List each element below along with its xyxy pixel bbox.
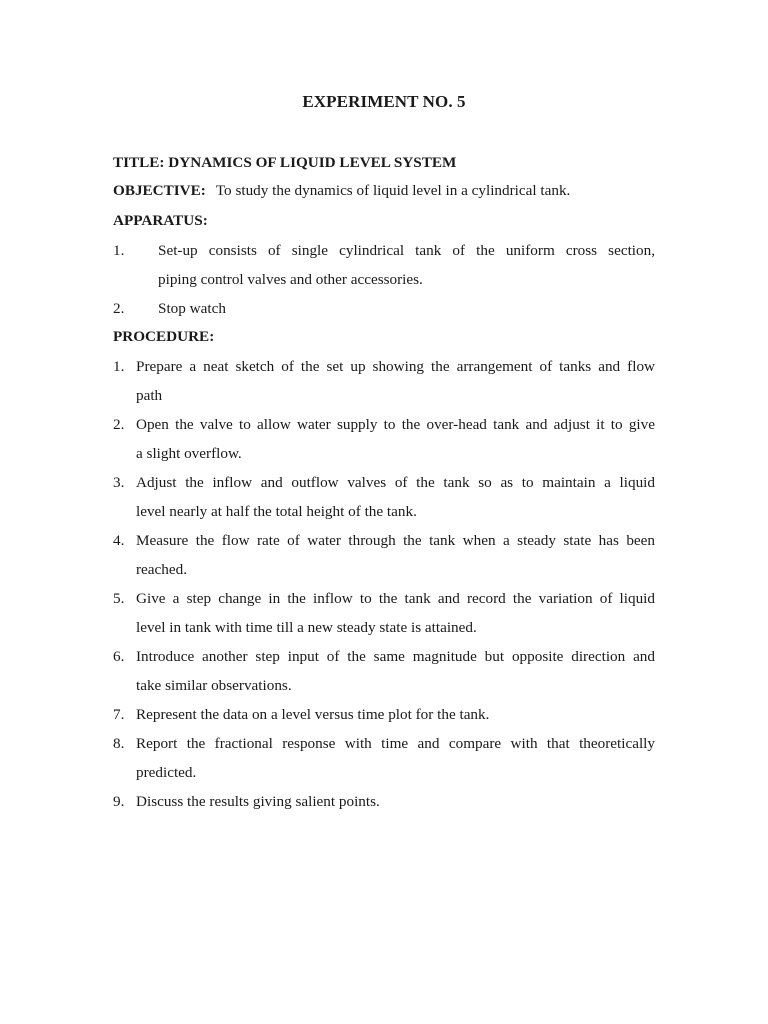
apparatus-item-number: 2. [113,300,125,317]
procedure-step-line: Open the valve to allow water supply to the over-head tank and adjust it to give [136,416,655,433]
procedure-step-number: 8. [113,735,125,752]
apparatus-heading: APPARATUS: [113,212,208,229]
procedure-step-line: reached. [136,561,188,578]
procedure-heading: PROCEDURE: [113,328,215,345]
apparatus-item-line: Set-up consists of single cylindrical tank of the uniform cross section, [158,242,655,259]
procedure-step-line: predicted. [136,764,197,781]
procedure-step-number: 5. [113,590,125,607]
apparatus-item-line: Stop watch [158,300,226,317]
apparatus-item-line: piping control valves and other accessories. [158,271,423,288]
procedure-step-line: Introduce another step input of the same magnitude but opposite direction and [136,648,655,665]
procedure-step-line: Give a step change in the inflow to the tank and record the variation of liquid [136,590,655,607]
procedure-step-line: Prepare a neat sketch of the set up showing the arrangement of tanks and flow [136,358,655,375]
apparatus-item-number: 1. [113,242,125,259]
procedure-step-number: 2. [113,416,125,433]
procedure-step-line: path [136,387,163,404]
procedure-step-line: Adjust the inflow and outflow valves of the tank so as to maintain a liquid [136,474,655,491]
procedure-step-number: 4. [113,532,125,549]
objective-text: To study the dynamics of liquid level in a cylindrical tank. [215,182,571,199]
procedure-step-line: level nearly at half the total height of the tank. [136,503,417,520]
procedure-step-line: Report the fractional response with time and compare with that theoretically [136,735,655,752]
procedure-step-number: 3. [113,474,125,491]
procedure-step-number: 6. [113,648,125,665]
document-title: TITLE: DYNAMICS OF LIQUID LEVEL SYSTEM [113,154,457,171]
procedure-step-number: 9. [113,793,125,810]
experiment-heading: EXPERIMENT NO. 5 [302,92,466,111]
procedure-step-number: 1. [113,358,125,375]
procedure-step-line: a slight overflow. [136,445,242,462]
procedure-step-line: Measure the flow rate of water through the tank when a steady state has been [136,532,655,549]
objective-line [113,182,570,200]
procedure-step-line: take similar observations. [136,677,292,694]
procedure-step-line: Represent the data on a level versus time plot for the tank. [136,706,490,723]
procedure-step-line: level in tank with time till a new steady state is attained. [136,619,477,636]
procedure-step-line: Discuss the results giving salient points. [136,793,380,810]
procedure-step-number: 7. [113,706,125,723]
objective-label: OBJECTIVE: [113,182,206,199]
